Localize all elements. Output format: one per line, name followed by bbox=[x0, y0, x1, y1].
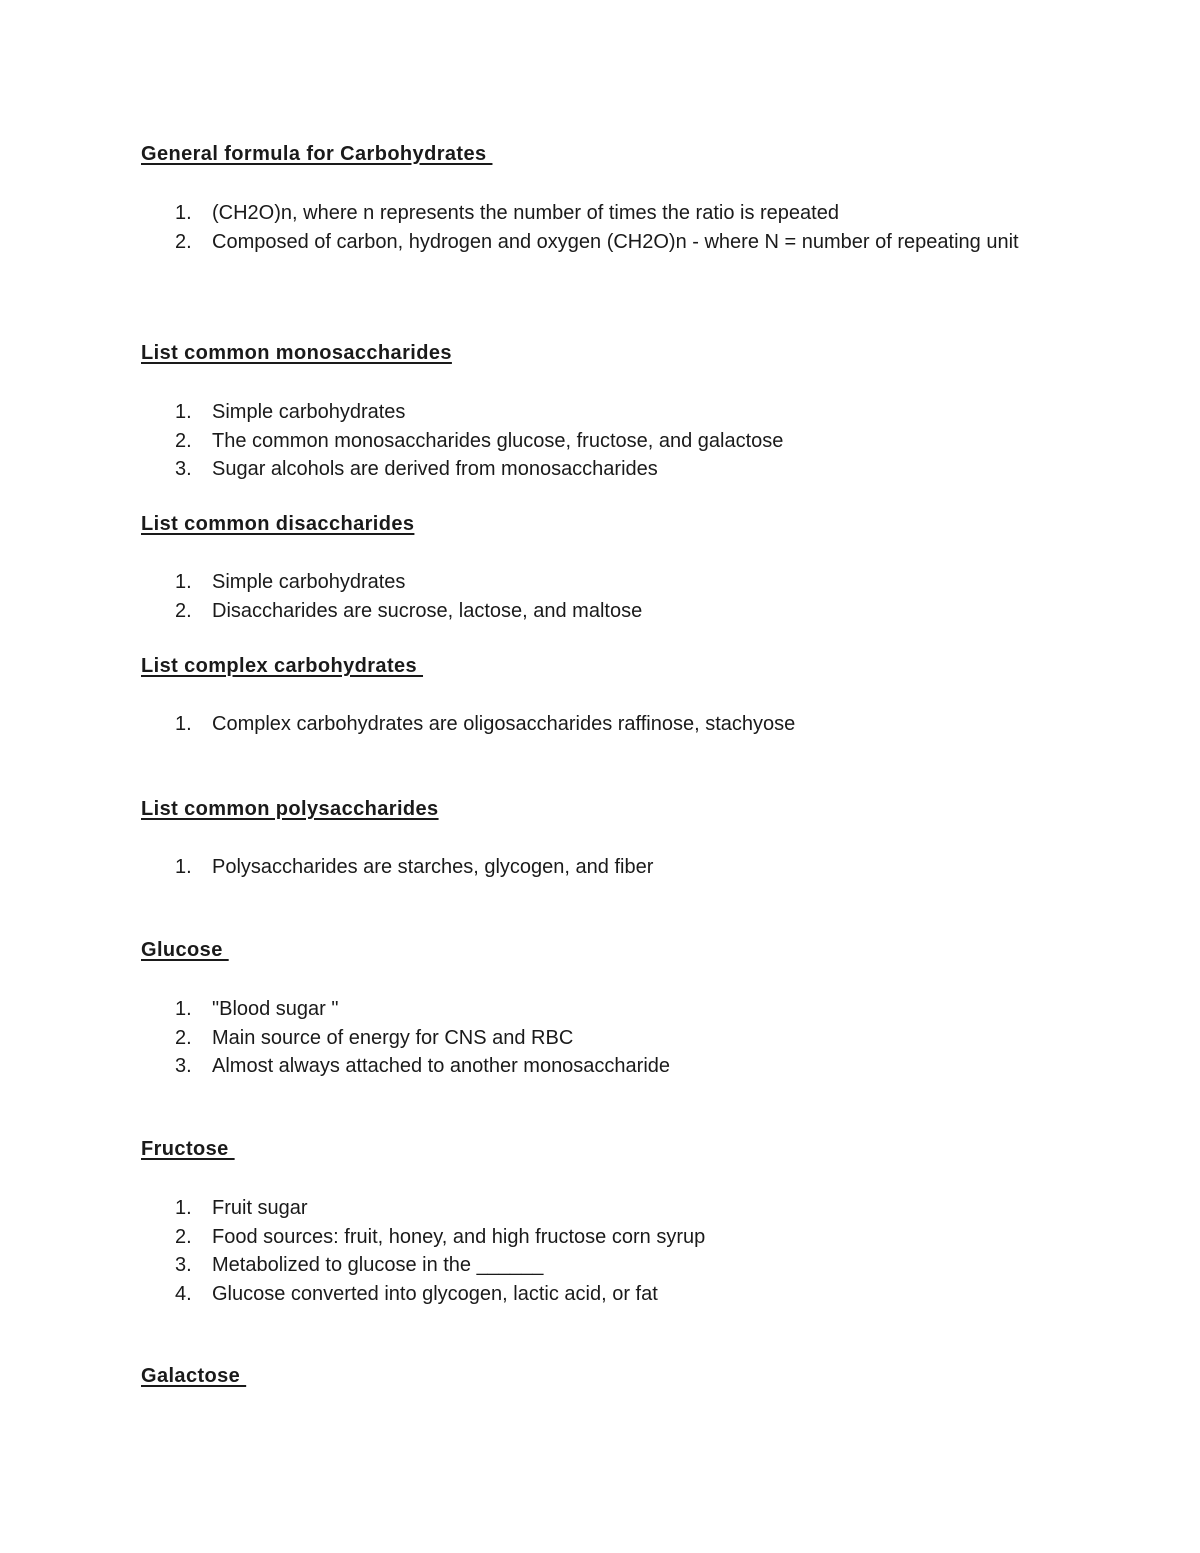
numbered-list bbox=[141, 199, 1061, 256]
section-heading: List common disaccharides bbox=[141, 513, 415, 535]
list-item bbox=[141, 1251, 1061, 1280]
list-number: 2. bbox=[175, 429, 192, 452]
section-heading: List common polysaccharides bbox=[141, 798, 439, 820]
list-number: 4. bbox=[175, 1282, 192, 1305]
list-number: 1. bbox=[175, 856, 192, 878]
section-disaccharides bbox=[141, 512, 1061, 625]
list-item-text: Simple carbohydrates bbox=[212, 401, 406, 423]
list-item bbox=[141, 228, 1061, 257]
list-item bbox=[141, 1024, 1061, 1053]
section-monosaccharides bbox=[141, 341, 1061, 484]
list-item-text: Composed of carbon, hydrogen and oxygen (CH2O)n - where N = number of repeating unit bbox=[212, 230, 1019, 253]
numbered-list bbox=[141, 710, 1061, 739]
list-number: 1. bbox=[175, 401, 192, 423]
list-item-text: Complex carbohydrates are oligosaccharides raffinose, stachyose bbox=[212, 713, 796, 735]
numbered-list bbox=[141, 853, 1061, 882]
list-item bbox=[141, 427, 1061, 456]
list-item bbox=[141, 710, 1061, 739]
numbered-list bbox=[141, 1194, 1061, 1308]
list-item bbox=[141, 597, 1061, 626]
list-item-text: Fruit sugar bbox=[212, 1197, 308, 1219]
list-item-text: Sugar alcohols are derived from monosaccharides bbox=[212, 458, 658, 480]
list-number: 1. bbox=[175, 998, 192, 1020]
list-item-text: Food sources: fruit, honey, and high fructose corn syrup bbox=[212, 1225, 706, 1248]
numbered-list bbox=[141, 568, 1061, 625]
list-number: 2. bbox=[175, 230, 192, 253]
list-item-text: "Blood sugar " bbox=[212, 998, 339, 1020]
list-item-text: Simple carbohydrates bbox=[212, 571, 406, 593]
section-general-formula bbox=[141, 142, 1061, 256]
list-number: 1. bbox=[175, 1197, 192, 1219]
section-heading: Glucose bbox=[141, 939, 229, 961]
section-polysaccharides bbox=[141, 797, 1061, 882]
list-number: 3. bbox=[175, 458, 192, 480]
list-number: 3. bbox=[175, 1254, 192, 1276]
numbered-list bbox=[141, 995, 1061, 1081]
list-item bbox=[141, 1194, 1061, 1223]
section-heading: List common monosaccharides bbox=[141, 342, 452, 364]
section-complex-carbohydrates bbox=[141, 654, 1061, 739]
list-number: 2. bbox=[175, 1225, 192, 1248]
list-item-text: Polysaccharides are starches, glycogen, and fiber bbox=[212, 856, 654, 878]
list-item bbox=[141, 455, 1061, 484]
section-glucose bbox=[141, 938, 1061, 1081]
list-number: 3. bbox=[175, 1055, 192, 1077]
list-number: 2. bbox=[175, 1026, 192, 1049]
list-number: 1. bbox=[175, 202, 192, 224]
list-item-text: (CH2O)n, where n represents the number of times the ratio is repeated bbox=[212, 202, 839, 224]
list-number: 2. bbox=[175, 599, 192, 622]
list-item bbox=[141, 398, 1061, 427]
section-heading: List complex carbohydrates bbox=[141, 655, 424, 677]
section-galactose bbox=[141, 1364, 1061, 1388]
list-number: 1. bbox=[175, 571, 192, 593]
list-item-text: Metabolized to glucose in the ______ bbox=[212, 1254, 544, 1276]
list-item-text: Disaccharides are sucrose, lactose, and maltose bbox=[212, 599, 643, 622]
list-number: 1. bbox=[175, 713, 192, 735]
section-heading: General formula for Carbohydrates bbox=[141, 143, 493, 165]
section-heading: Galactose bbox=[141, 1365, 247, 1387]
numbered-list bbox=[141, 398, 1061, 484]
list-item bbox=[141, 199, 1061, 228]
list-item-text: Glucose converted into glycogen, lactic acid, or fat bbox=[212, 1282, 658, 1305]
list-item bbox=[141, 1280, 1061, 1309]
list-item bbox=[141, 853, 1061, 882]
section-fructose bbox=[141, 1137, 1061, 1308]
list-item bbox=[141, 1052, 1061, 1081]
list-item-text: The common monosaccharides glucose, fructose, and galactose bbox=[212, 429, 784, 452]
list-item bbox=[141, 568, 1061, 597]
section-heading: Fructose bbox=[141, 1138, 235, 1160]
list-item-text: Main source of energy for CNS and RBC bbox=[212, 1026, 574, 1049]
list-item-text: Almost always attached to another monosaccharide bbox=[212, 1055, 671, 1077]
list-item bbox=[141, 995, 1061, 1024]
list-item bbox=[141, 1223, 1061, 1252]
